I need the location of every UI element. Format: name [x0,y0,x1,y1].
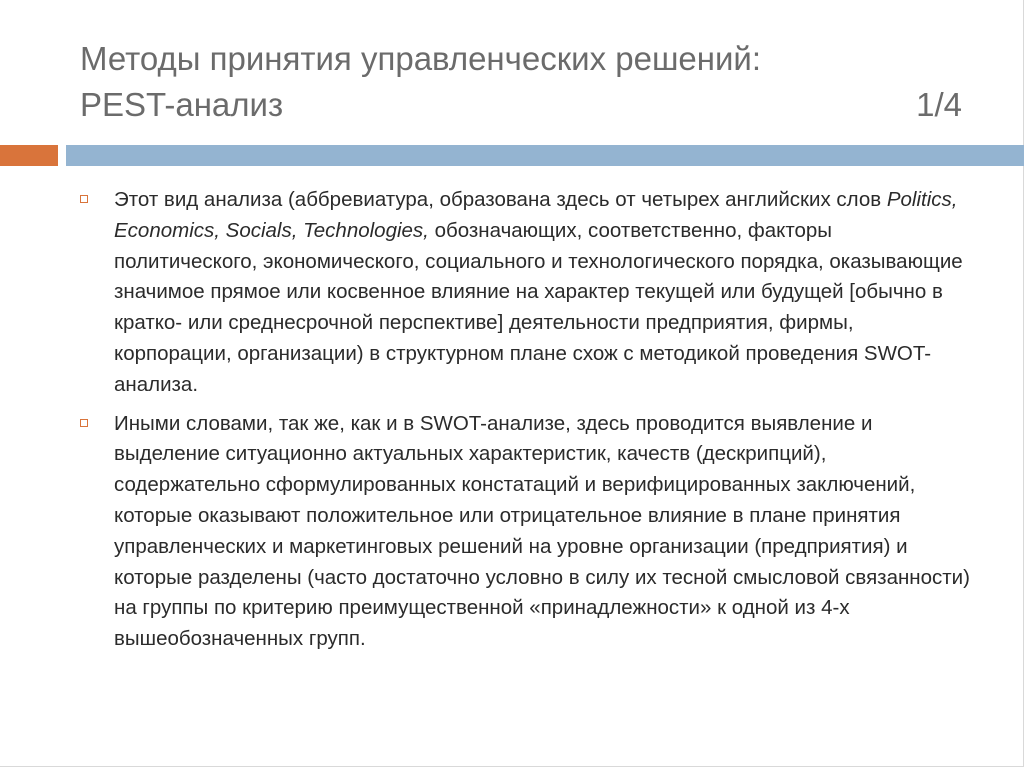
title-line-1: Методы принятия управленческих решений: [80,40,762,77]
accent-bar-blue [66,145,1024,166]
slide-title [80,36,970,128]
title-subject: PEST-анализ [80,86,284,123]
bullet-1-italic-terms: Politics, Economics, Socials, Technologies, [114,188,958,242]
bullet-item-2 [75,409,975,655]
bullet-2-text: Иными словами, так же, как и в SWOT-анализе, здесь проводится выявление и выделение ситуационно актуальных характеристик, качеств (дескрипций), содержательно сформулированных констатаций и верифицированных заключений, которые оказывают положительное или отрицательное влияние в плане принятия управленческих и маркетинговых решений на уровне организации (предприятия) и которые разделены (часто достаточно условно в силу их тесной смысловой связанности) на группы по критерию преимущественной «принадлежности» к одной из 4-х вышеобозначенных групп. [114,411,970,651]
square-bullet-icon [80,419,88,427]
bullet-item-1 [75,185,975,401]
slide-content [75,185,975,663]
bullet-1-text-start: Этот вид анализа (аббревиатура, образована здесь от четырех английских слов [114,188,887,211]
bullet-1-text-end: обозначающих, соответственно, факторы политического, экономического, социального и технологического порядка, оказывающие значимое прямое или косвенное влияние на характер текущей или будущей [обычно в кратко- или среднесрочной перспективе] деятельности предприятия, фирмы, корпорации, организации) в структурном плане схож с методикой проведения SWOT-анализа. [114,218,963,396]
square-bullet-icon [80,195,88,203]
page-indicator: 1/4 [916,86,962,123]
accent-bar-orange [0,145,58,166]
title-line-2 [80,82,970,128]
